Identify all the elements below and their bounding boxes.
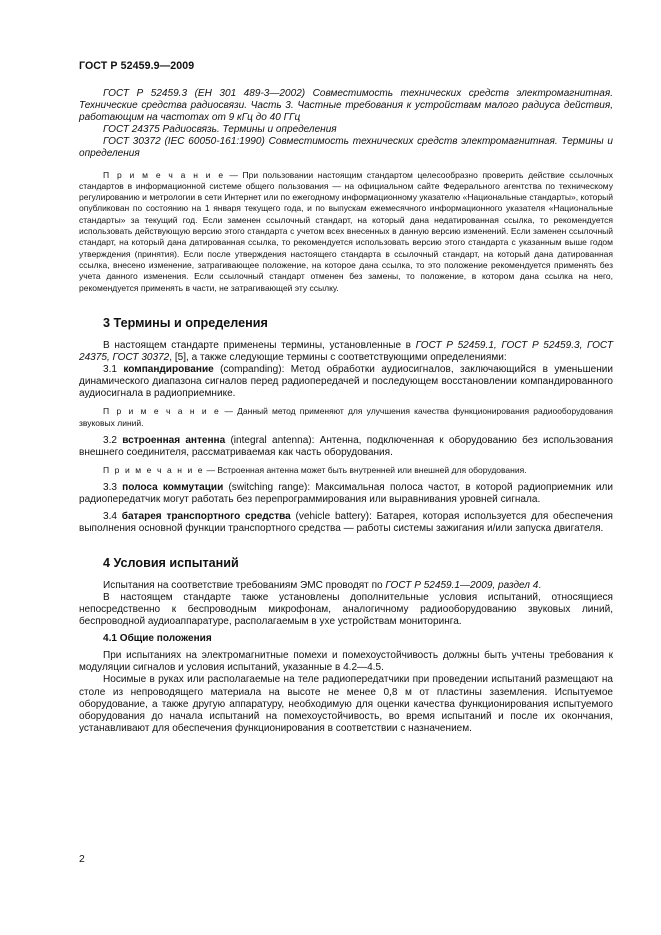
term-3-1-note [79,406,613,429]
normative-reference: ГОСТ Р 52459.3 (ЕН 301 489-3—2002) Совместимость технических средств электромагнитная. Технические средства радиосвязи. Часть 3. Частные требования к устройствам малого радиуса действия, работающим на частотах от 9 кГц до 40 ГГц [79,88,613,124]
references-note [79,170,613,294]
document-body [79,88,613,735]
note-label: П р и м е ч а н и е [103,465,205,476]
term-number: 3.4 [103,510,122,522]
term-number: 3.3 [103,482,123,494]
paragraph-reference: ГОСТ Р 52459.1—2009, раздел 4 [385,579,539,591]
normative-reference: ГОСТ 24375 Радиосвязь. Термины и определения [103,124,337,136]
section-4-paragraph: В настоящем стандарте также установлены дополнительные условия испытаний, относящиеся непосредственно к беспроводным микрофонам, аналогичному радиооборудованию звуковых линий, беспроводной аудиоаппаратуре, располагаемым в ухе устройствам мониторинга. [79,591,613,628]
note-text: — Встроенная антенна может быть внутренней или внешней для оборудования. [204,465,527,476]
note-label: П р и м е ч а н и е [103,406,221,417]
subsection-4-1-paragraph: Носимые в руках или располагаемые на теле радиопередатчики при проведении испытаний размещают на столе из непроводящего материала на высоте не менее 0,8 м от пластины заземления. Испытуемое оборудование, а также другую аппаратуру, необходимую для оценки качества функционирования испытуемого оборудования до начала испытаний на помехоустойчивость, во время испытаний и после их окончания, устанавливают для обеспечения функционирования в соответствии с назначением. [79,674,613,734]
normative-reference: ГОСТ 30372 (IEC 60050-161:1990) Совместимость технических средств электромагнитная. Термины и определения [79,136,613,160]
term-name: полоса коммутации [122,482,224,494]
document-header: ГОСТ Р 52459.9—2009 [79,60,195,72]
section-3-heading: 3 Термины и определения [103,315,268,330]
term-3-4 [79,511,613,535]
paragraph-text-end: . [538,579,542,591]
term-3-2-note [79,465,613,476]
term-name: встроенная антенна [122,434,226,446]
subsection-4-1-paragraph: При испытаниях на электромагнитные помехи и помехоустойчивость должны быть учтены требования к модуляции сигналов и условия испытаний, указанные в 4.2—4.5. [79,650,613,674]
term-number: 3.1 [103,364,124,376]
intro-text: В настоящем стандарте применены термины, установленные в [103,339,416,351]
term-3-1 [79,364,613,400]
note-text: — При пользовании настоящим стандартом целесообразно проверить действие ссылочных стандартов в информационной системе общего пользования — на официальном сайте Федерального агентства по техническому регулированию и метрологии в сети Интернет или по ежегодному информационному указателю «Национальные стандарты», который опубликован по состоянию на 1 января текущего года, и по выпускам ежемесячного информационного указателя «Национальные стандарты» за текущий год. Если заменен ссылочный стандарт, на который дана недатированная ссылка, то рекомендуется использовать действующую версию этого стандарта с учетом всех внесенных в данную версию изменений. Если заменен ссылочный стандарт, на который дана датированная ссылка, то рекомендуется использовать версию этого стандарта с указанным выше годом утверждения (принятия). Если после утверждения настоящего стандарта в ссылочный стандарт, на который дана датированная ссылка, внесено изменение, затрагивающее положение, на которое дана ссылка, то это положение рекомендуется применять без учета данного изменения. Если ссылочный стандарт отменен без замены, то положение, в котором дана ссылка на него, рекомендуется применять в части, не затрагивающей эту ссылку. [79,169,613,293]
term-name: компандирование [123,364,214,376]
term-3-2 [79,435,613,459]
term-definition: (companding): Метод обработки аудиосигналов, заключающийся в уменьшении динамического диапазона сигналов перед радиопередачей и последующем восстановлении компандированного аудиосигнала в радиоприемнике. [79,364,613,400]
page-number: 2 [79,854,85,865]
section-4-paragraph [79,580,613,592]
term-definition: (vehicle battery): Батарея, которая используется для обеспечения выполнения основной функции транспортного средства — работы системы зажигания и/или запуска двигателя. [79,510,613,534]
note-label: П р и м е ч а н и е [103,169,225,180]
paragraph-text: Испытания на соответствие требованиям ЭМС проводят по [103,579,386,591]
term-number: 3.2 [103,434,123,446]
term-definition: (switching range): Максимальная полоса частот, в которой радиоприемник или радиопередатчик могут работать без перепрограммирования или выравнивания уровней сигнала. [79,482,613,506]
intro-text-end: , [5], а также следующие термины с соответствующими определениями: [169,351,507,363]
subsection-4-1-heading: 4.1 Общие положения [103,633,212,645]
term-definition: (integral antenna): Антенна, подключенная к оборудованию без использования внешнего соединителя, рассматриваемая как часть оборудования. [79,434,614,458]
section-3-intro [79,340,613,364]
intro-references: ГОСТ Р 52459.1, ГОСТ Р 52459.3, ГОСТ 24375, ГОСТ 30372 [79,339,613,363]
term-name: батарея транспортного средства [121,510,291,522]
section-4-heading: 4 Условия испытаний [103,555,239,570]
note-text: — Данный метод применяют для улучшения качества функционирования радиооборудования звуковых линий. [79,406,613,428]
term-3-3 [79,482,613,506]
